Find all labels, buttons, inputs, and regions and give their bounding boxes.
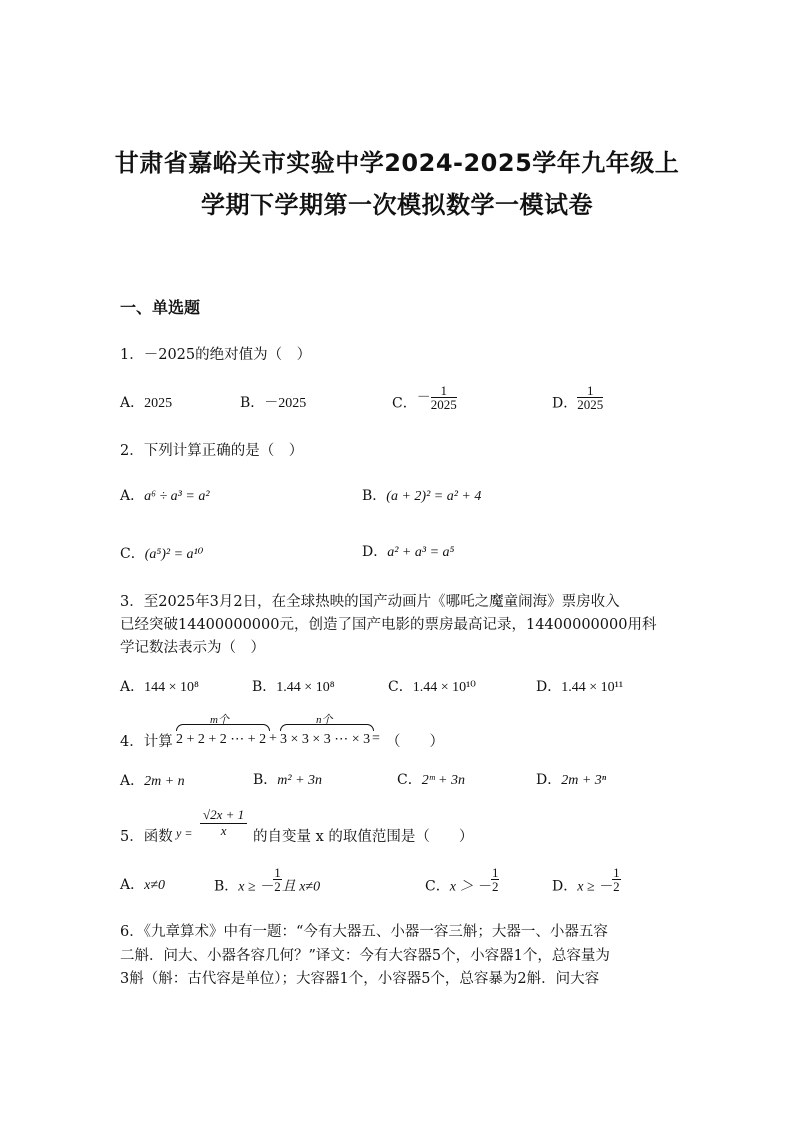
option-label: A． — [120, 395, 145, 411]
q5-option-d — [552, 866, 621, 896]
q2-option-d — [362, 541, 454, 561]
answer-blank: （ ） — [386, 734, 444, 750]
equals-sign: = — [372, 731, 380, 746]
option-text: 2025 — [144, 396, 173, 411]
q2-option-c — [120, 543, 203, 563]
option-text: 1.44 × 10⁸ — [276, 680, 335, 695]
overbrace-2 — [280, 724, 374, 731]
denominator: x — [220, 823, 227, 838]
option-label: D． — [536, 772, 562, 788]
option-label: A． — [120, 488, 145, 504]
option-text-suffix: 且 x≠0 — [281, 879, 321, 895]
option-text: x ≥ － — [577, 879, 613, 895]
numerator: 1 — [613, 865, 620, 880]
option-label: C． — [425, 878, 450, 895]
question-6-line1: 6．《九章算术》中有一题：“今有大器五、小器一容三斛；大器一、小器五容 — [120, 924, 608, 940]
q5-option-a — [120, 874, 165, 894]
numerator: √2x + 1 — [200, 806, 247, 824]
option-label: B． — [214, 878, 239, 895]
function-fraction — [200, 806, 247, 837]
sum-expression: 2 + 2 + 2 ⋯ + 2 — [176, 732, 267, 747]
option-label: D． — [552, 395, 578, 412]
overbrace-1 — [176, 724, 270, 731]
denominator: 2025 — [577, 397, 604, 412]
brace-label-m: m个 — [210, 714, 229, 726]
minus-sign: － — [416, 390, 431, 406]
numerator: 1 — [431, 384, 457, 398]
option-text: 2m + n — [144, 774, 185, 789]
page-title-line1: 甘肃省嘉峪关市实验中学2024-2025学年九年级上 — [114, 149, 680, 177]
option-text: 2m + 3ⁿ — [561, 773, 607, 788]
option-label: C． — [388, 679, 413, 695]
option-label: B． — [362, 488, 387, 504]
question-6-line2: 二斛．问大、小器各容几何？”译文：今有大容器5个，小容器1个，总容量为 — [120, 948, 610, 964]
q3-option-c — [388, 676, 476, 696]
fraction — [200, 806, 247, 837]
q4-option-a — [120, 770, 185, 790]
option-text: 1.44 × 10¹¹ — [561, 680, 624, 695]
option-text: x≠0 — [144, 878, 166, 893]
option-label: A． — [120, 679, 145, 695]
q5-option-b — [214, 866, 320, 896]
fraction — [273, 866, 282, 893]
option-label: D． — [362, 544, 388, 560]
numerator: 1 — [577, 384, 603, 398]
question-2-stem: 2．下列计算正确的是（ ） — [120, 443, 304, 459]
option-text: x ＞ － — [449, 879, 491, 895]
fraction — [577, 384, 603, 411]
numerator: 1 — [274, 865, 281, 880]
denominator: 2 — [274, 879, 281, 894]
q4-option-b — [253, 769, 322, 789]
option-label: C． — [392, 395, 417, 412]
fraction — [431, 384, 457, 411]
plus-sign: + — [269, 731, 277, 746]
option-text: m² + 3n — [277, 773, 323, 788]
fraction — [612, 866, 621, 893]
function-y: y = — [176, 826, 193, 840]
q1-option-b — [240, 392, 306, 412]
question-3-line2: 已经突破14400000000元，创造了国产电影的票房最高记录，14400000000用科 — [120, 617, 657, 633]
option-text: a² + a³ = a⁵ — [387, 545, 455, 560]
option-text: 2ᵐ + 3n — [421, 773, 466, 788]
section-heading: 一、单选题 — [120, 298, 201, 317]
option-label: D． — [536, 679, 562, 695]
q5-option-c — [425, 866, 499, 896]
q2-option-a — [120, 485, 210, 505]
option-text: (a⁵)² = a¹⁰ — [144, 547, 204, 562]
q4-option-c — [397, 769, 465, 789]
denominator: 2 — [491, 879, 499, 894]
option-label: C． — [397, 772, 422, 788]
option-text: x ≥ － — [238, 879, 274, 895]
q1-option-c — [392, 384, 457, 413]
option-text: －2025 — [264, 396, 307, 411]
page-title-line2: 学期下学期第一次模拟数学一模试卷 — [201, 191, 593, 219]
numerator: 1 — [491, 865, 499, 880]
q1-option-a — [120, 392, 172, 412]
question-4-prefix: 4．计算 — [120, 734, 173, 750]
option-text: (a + 2)² = a² + 4 — [386, 489, 482, 504]
option-label: C． — [120, 546, 145, 562]
option-label: A． — [120, 877, 145, 893]
option-label: D． — [552, 878, 578, 895]
denominator: 2025 — [430, 397, 457, 412]
option-label: B． — [253, 772, 278, 788]
q2-option-b — [362, 485, 481, 505]
brace-label-n: n个 — [316, 714, 333, 726]
q4-option-d — [536, 769, 606, 789]
question-5-suffix: 的自变量 x 的取值范围是（ ） — [253, 829, 474, 845]
option-label: B． — [240, 395, 265, 411]
q3-option-d — [536, 676, 623, 696]
q3-option-a — [120, 676, 199, 696]
q1-option-d — [552, 384, 603, 413]
question-3-line3: 学记数法表示为（ ） — [120, 640, 265, 656]
denominator: 2 — [613, 879, 620, 894]
fraction — [491, 866, 500, 893]
question-3-line1: 3．至2025年3月2日，在全球热映的国产动画片《哪吒之魔童闹海》票房收入 — [120, 594, 620, 610]
question-6-line3: 3斛（斛：古代容是单位）；大容器1个，小容器5个，总容暴为2斛．问大容 — [120, 971, 600, 987]
q3-option-b — [252, 676, 335, 696]
option-text: a⁶ ÷ a³ = a² — [144, 489, 210, 504]
option-label: A． — [120, 773, 145, 789]
option-text: 1.44 × 10¹⁰ — [412, 680, 476, 695]
question-1-stem: 1．－2025的绝对值为（ ） — [120, 347, 312, 363]
option-text: 144 × 10⁸ — [144, 680, 199, 695]
question-5-prefix: 5．函数 — [120, 829, 173, 845]
product-expression: 3 × 3 × 3 ⋯ × 3 — [280, 732, 371, 747]
option-label: B． — [252, 679, 277, 695]
